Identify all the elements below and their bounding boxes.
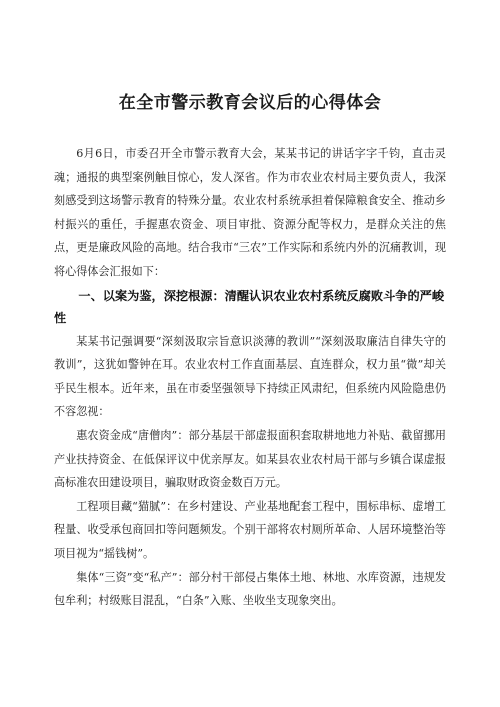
body-paragraph: 惠农资金成“唐僧肉”：部分基层干部虚报面积套取耕地地力补贴、截留挪用产业扶持资金、在低保评议中优亲厚友。如某县农业农村局干部与乡镇合谋虚报高标准农田建设项目，骗取财政资金数百万元。 bbox=[54, 428, 446, 490]
document-page bbox=[54, 88, 446, 613]
section-heading: 一、以案为鉴，深挖根源：清醒认识农业农村系统反腐败斗争的严峻性 bbox=[54, 288, 445, 325]
body-paragraph: 工程项目藏“猫腻”：在乡村建设、产业基地配套工程中，围标串标、虚增工程量、收受承包商回扣等问题频发。个别干部将农村厕所革命、人居环境整治等项目视为“摇钱树”。 bbox=[54, 499, 446, 560]
body-paragraph: 某某书记强调要“深刻汲取宗旨意识淡薄的教训”“深刻汲取廉洁自律失守的教训”，这犹如警钟在耳。农业农村工作直面基层、直连群众，权力虽“微”却关乎民生根本。近年来，虽在市委坚强领导下持续正风肃纪，但系统内风险隐患仍不容忽视： bbox=[54, 334, 446, 419]
intro-paragraph: 6月6日，市委召开全市警示教育大会，某某书记的讲话字字千钧，直击灵魂；通报的典型案例触目惊心，发人深省。作为市农业农村局主要负责人，我深刻感受到这场警示教育的特殊分量。农业农村系统承担着保障粮食安全、推动乡村振兴的重任，手握惠农资金、项目审批、资源分配等权力，是群众关注的焦点，更是廉政风险的高地。结合我市“三农”工作实际和系统内外的沉痛教训，现将心得体会汇报如下： bbox=[54, 147, 446, 278]
body-paragraph: 集体“三资”变“私产”：部分村干部侵占集体土地、林地、水库资源，违规发包牟利；村级账目混乱，“白条”入账、坐收坐支现象突出。 bbox=[54, 570, 446, 608]
document-title: 在全市警示教育会议后的心得体会 bbox=[118, 93, 382, 113]
